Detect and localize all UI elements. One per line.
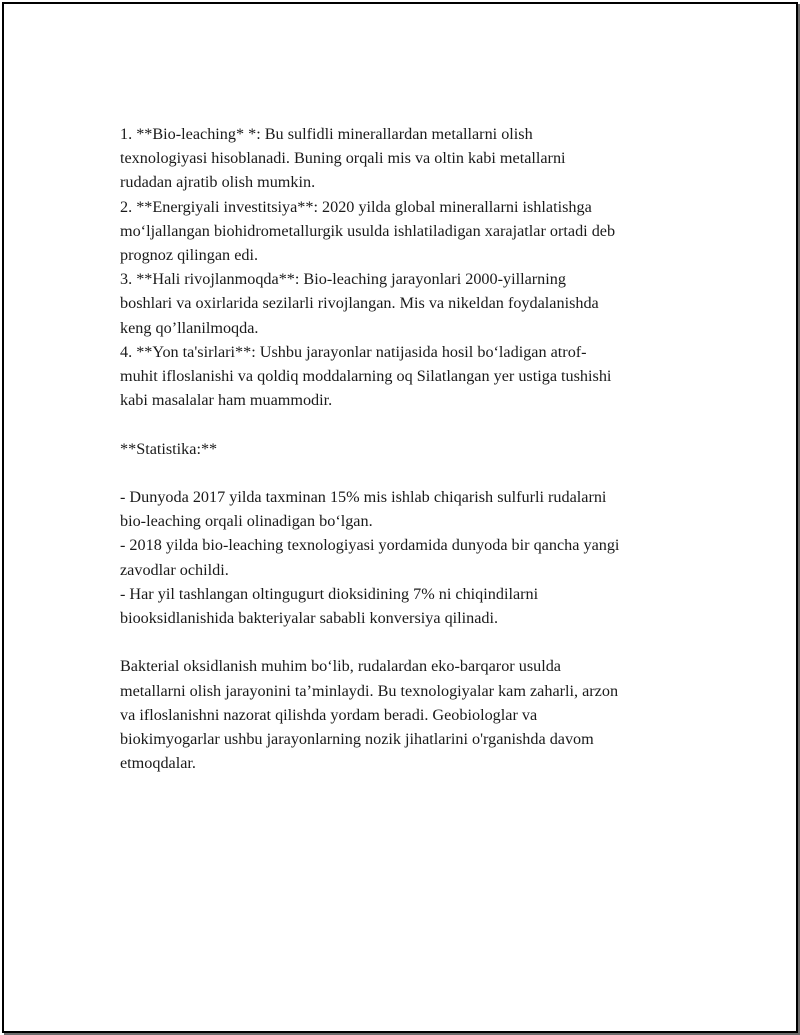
conclusion-paragraph bbox=[120, 654, 700, 775]
text-line: kabi masalalar ham muammodir. bbox=[120, 391, 333, 410]
text-line: mo‘ljallangan biohidrometallurgik usulda ishlatiladigan xarajatlar ortadi deb bbox=[120, 221, 616, 240]
stat-item bbox=[120, 582, 700, 630]
text-line: 1. **Bio-leaching* *: Bu sulfidli minerallardan metallarni olish bbox=[120, 125, 533, 143]
text-line: boshlari va oxirlarida sezilarli rivojlangan. Mis va nikeldan foydalanishda bbox=[120, 294, 599, 313]
text-line: - 2018 yilda bio-leaching texnologiyasi yordamida dunyoda bir qancha yangi bbox=[120, 536, 620, 555]
text-line: - Har yil tashlangan oltingugurt dioksidining 7% ni chiqindilarni bbox=[120, 584, 539, 603]
text-line: prognoz qilingan edi. bbox=[120, 246, 259, 265]
paragraph-gap bbox=[120, 630, 700, 654]
list-item bbox=[120, 340, 700, 413]
text-line: texnologiyasi hisoblanadi. Buning orqali mis va oltin kabi metallarni bbox=[120, 149, 566, 168]
text-line: 2. **Energiyali investitsiya**: 2020 yilda global minerallarni ishlatishga bbox=[120, 197, 592, 216]
text-line: metallarni olish jarayonini ta’minlaydi. Bu texnologiyalar kam zaharli, arzon bbox=[120, 681, 619, 700]
list-item bbox=[120, 122, 700, 195]
text-line: 3. **Hali rivojlanmoqda**: Bio-leaching jarayonlari 2000-yillarning bbox=[120, 270, 566, 289]
text-line: bio-leaching orqali olinadigan bo‘lgan. bbox=[120, 512, 373, 531]
text-line: zavodlar ochildi. bbox=[120, 560, 229, 579]
text-line: - Dunyoda 2017 yilda taxminan 15% mis ishlab chiqarish sulfurli rudalarni bbox=[120, 488, 607, 507]
text-line: biooksidlanishida bakteriyalar sababli konversiya qilinadi. bbox=[120, 609, 499, 628]
list-item bbox=[120, 267, 700, 340]
list-item bbox=[120, 195, 700, 268]
text-line: va ifloslanishni nazorat qilishda yordam beradi. Geobiologlar va bbox=[120, 705, 538, 724]
stat-item bbox=[120, 533, 700, 581]
stat-item bbox=[120, 485, 700, 533]
text-line: keng qo’llanilmoqda. bbox=[120, 318, 259, 337]
text-line: muhit ifloslanishi va qoldiq moddalarning oq Silatlangan yer ustiga tushishi bbox=[120, 367, 612, 386]
document-body bbox=[120, 122, 700, 775]
text-line: biokimyogarlar ushbu jarayonlarning nozik jihatlarini o'rganishda davom bbox=[120, 730, 594, 749]
stats-heading: **Statistika:** bbox=[120, 439, 218, 458]
paragraph-gap bbox=[120, 461, 700, 485]
page-frame bbox=[2, 2, 798, 1033]
text-line: 4. **Yon ta'sirlari**: Ushbu jarayonlar natijasida hosil bo‘ladigan atrof- bbox=[120, 342, 587, 361]
text-line: etmoqdalar. bbox=[120, 754, 196, 773]
text-line: rudadan ajratib olish mumkin. bbox=[120, 173, 316, 192]
text-line: Bakterial oksidlanish muhim bo‘lib, rudalardan eko-barqaror usulda bbox=[120, 657, 561, 676]
paragraph-gap bbox=[120, 412, 700, 436]
